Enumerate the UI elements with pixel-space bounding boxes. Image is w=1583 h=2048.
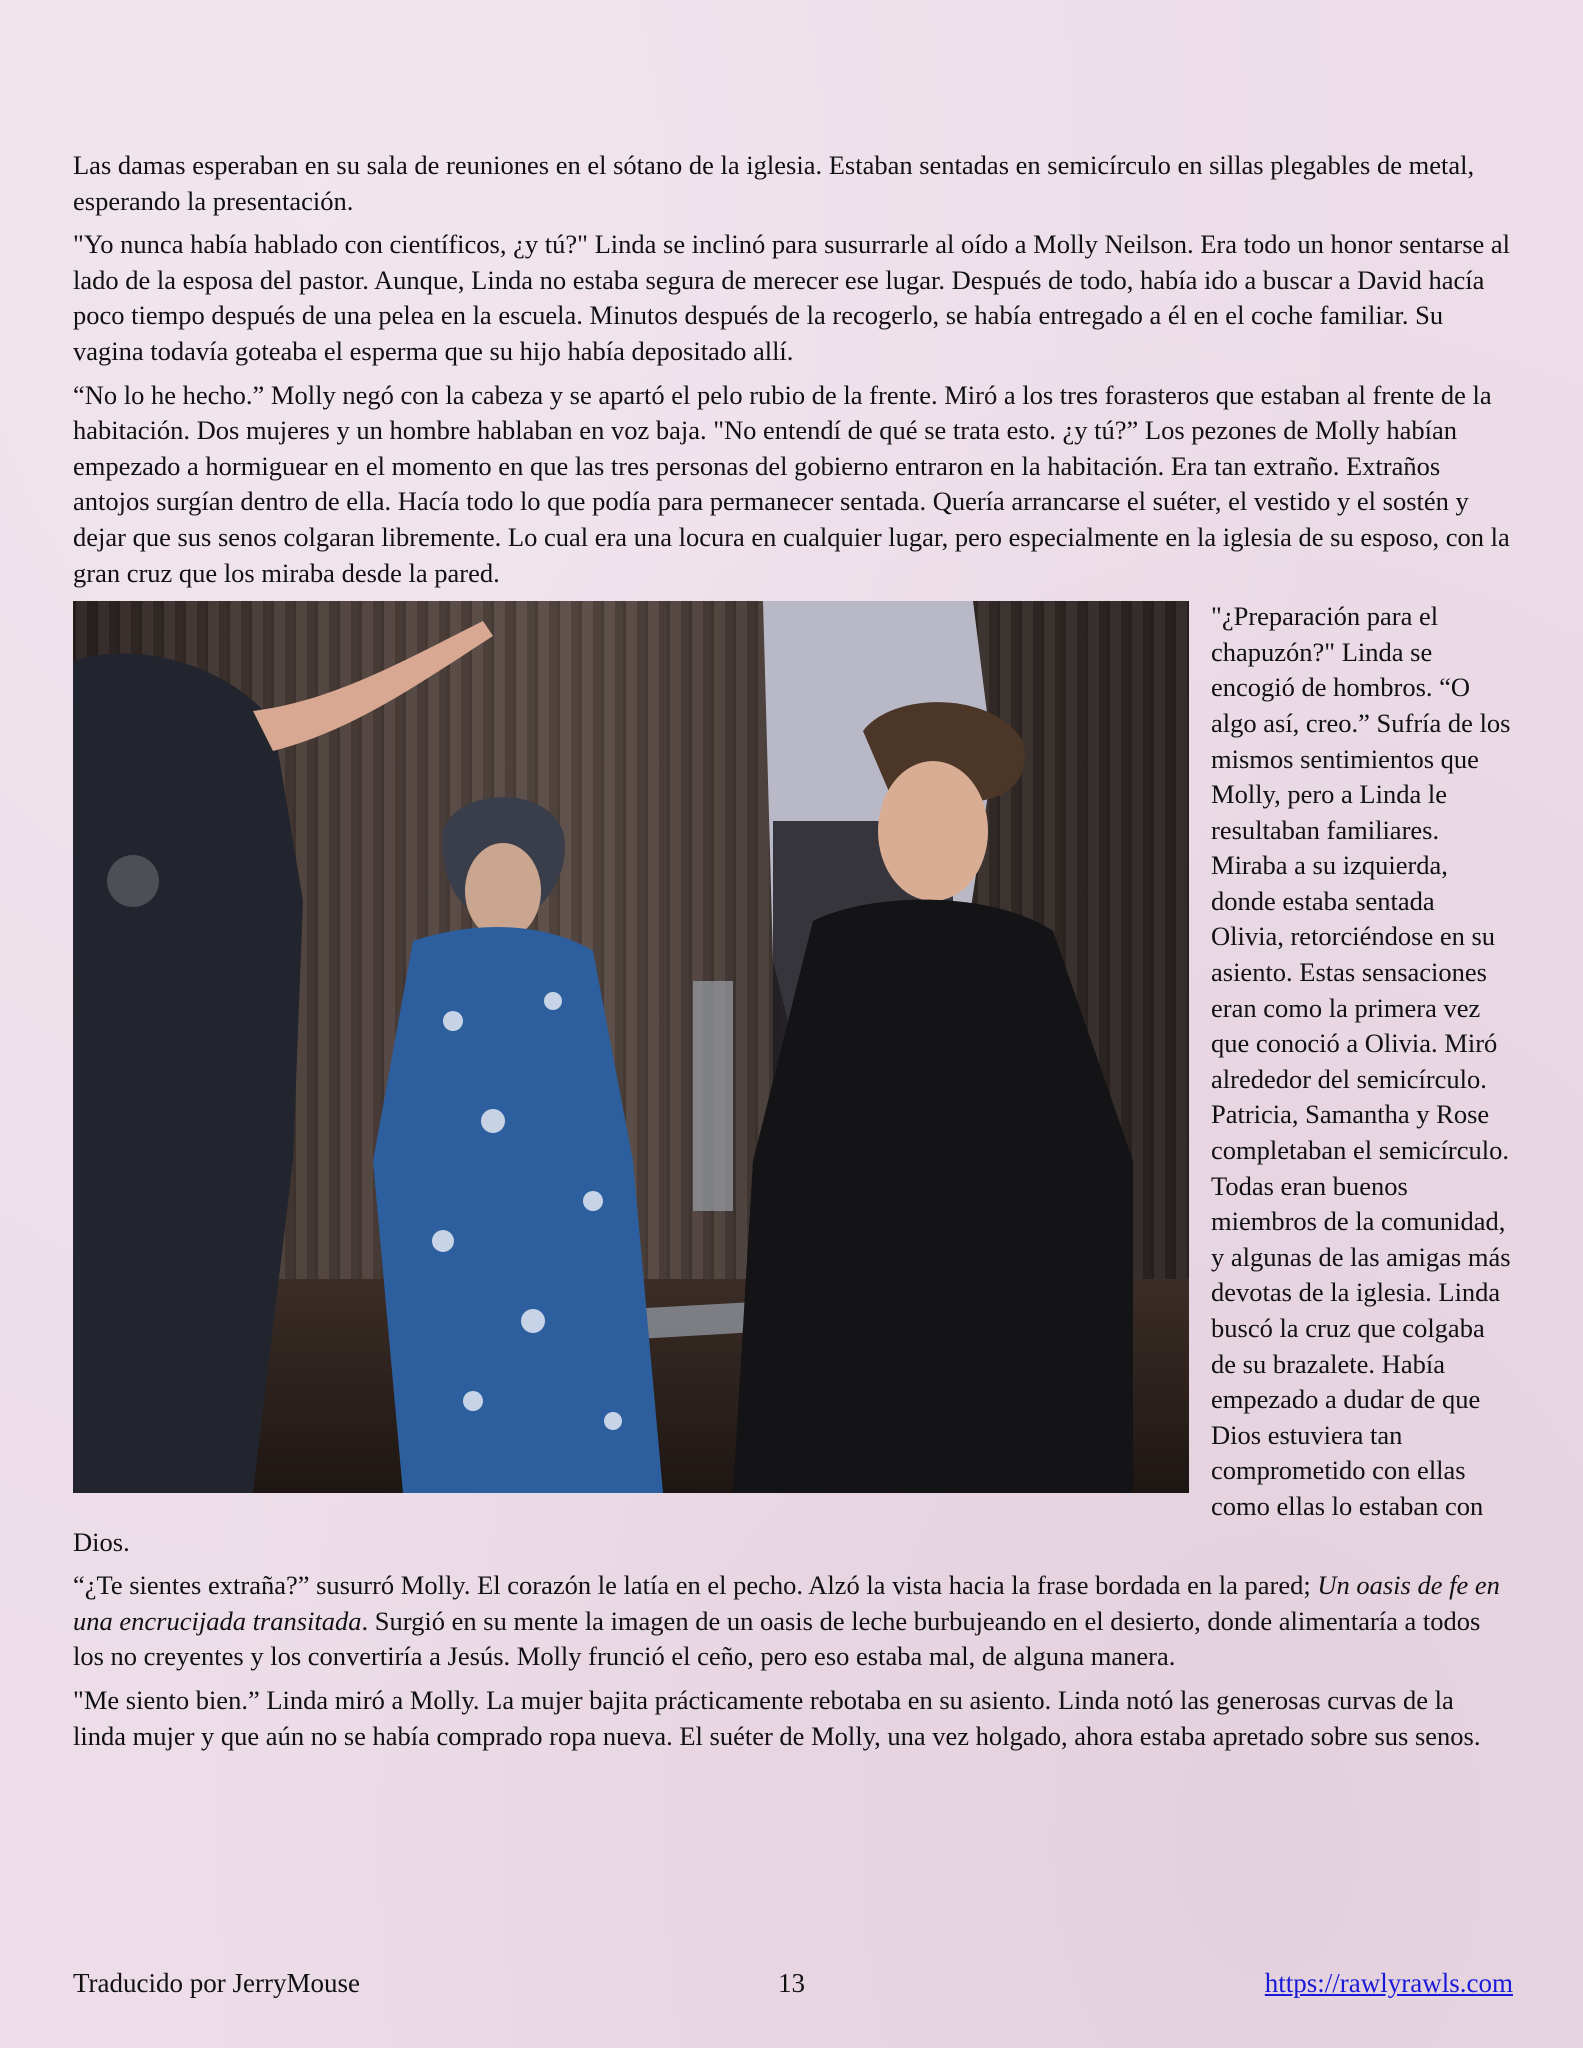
illustration-image	[73, 601, 1189, 1493]
paragraph-5-start: “¿Te sientes extraña?” susurró Molly. El corazón le latía en el pecho. Alzó la vista hacia la frase bordada en la pared;	[73, 1570, 1318, 1601]
raised-arm	[253, 621, 493, 751]
paragraph-3: “No lo he hecho.” Molly negó con la cabeza y se apartó el pelo rubio de la frente. Miró a los tres forasteros que estaban al frente de la habitación. Dos mujeres y un hombre hablaban en voz baja. "No entendí de qué se trata esto. ¿y tú?” Los pezones de Molly habían empezado a hormiguear en el momento en que las tres personas del gobierno entraron en la habitación. Era tan extraño. Extraños antojos surgían dentro de ella. Hacía todo lo que podía para permanecer sentada. Quería arrancarse el suéter, el vestido y el sostén y dejar que sus senos colgaran libremente. Lo cual era una locura en cualquier lugar, pero especialmente en la iglesia de su esposo, con la gran cruz que los miraba desde la pared.	[73, 379, 1510, 588]
chair-back	[693, 981, 733, 1211]
embroidered-phrase: Un oasis de fe en una encrucijada transitada	[73, 1570, 1500, 1636]
paragraph-4: "¿Preparación para el chapuzón?" Linda se encogió de hombros. “O algo así, creo.” Sufría de los mismos sentimientos que Molly, pero a Linda le resultaban familiares. Miraba a su izquierda, donde estaba sentada Olivia, retorciéndose en su asiento. Estas sensaciones eran como la primera vez que conoció a Olivia. Miró alrededor del semicírculo. Patricia, Samantha y Rose completaban el semicírculo. Todas eran buenos miembros de la comunidad, y algunas de las amigas más devotas de la iglesia. Linda buscó la cruz que colgaba de su brazalete. Había empezado a dudar de que Dios estuviera tan comprometido con ellas como ellas lo estaban con Dios.	[73, 601, 1511, 1557]
translator-credit: Traducido por JerryMouse	[73, 1968, 360, 1998]
page-footer	[73, 1968, 1513, 2008]
paragraph-1: Las damas esperaban en su sala de reuniones en el sótano de la iglesia. Estaban sentadas en semicírculo en sillas plegables de metal, esperando la presentación.	[73, 150, 1475, 216]
website-link[interactable]: https://rawlyrawls.com	[1264, 1968, 1513, 1998]
body-text	[73, 148, 1513, 1762]
paragraph-6: "Me siento bien.” Linda miró a Molly. La mujer bajita prácticamente rebotaba en su asiento. Linda notó las generosas curvas de la linda mujer y que aún no se había comprado ropa nueva. El suéter de Molly, una vez holgado, ahora estaba apretado sobre sus senos.	[73, 1684, 1481, 1751]
woman-black-face	[878, 761, 988, 901]
illustration-figures	[73, 601, 1189, 1493]
paragraph-2: "Yo nunca había hablado con científicos, ¿y tú?" Linda se inclinó para susurrarle al oído a Molly Neilson. Era todo un honor sentarse al lado de la esposa del pastor. Aunque, Linda no estaba segura de merecer ese lugar. Después de todo, había ido a buscar a David hacía poco tiempo después de una pelea en la escuela. Minutos después de la recogerlo, se había entregado a él en el coche familiar. Su vagina todavía goteaba el esperma que su hijo había depositado allí.	[73, 229, 1511, 366]
page-number: 13	[778, 1968, 805, 1998]
standing-woman-figure	[73, 654, 303, 1494]
woman-blue-face	[465, 843, 541, 939]
paragraph-5	[73, 1568, 1513, 1675]
paragraph-5-end: . Surgió en su mente la imagen de un oasis de leche burbujeando en el desierto, donde alimentaría a todos los no creyentes y los convertiría a Jesús. Molly frunció el ceño, pero eso estaba mal, de alguna manera.	[73, 1605, 1481, 1672]
brooch-decoration	[107, 855, 159, 907]
woman-blue-dress	[373, 927, 663, 1493]
